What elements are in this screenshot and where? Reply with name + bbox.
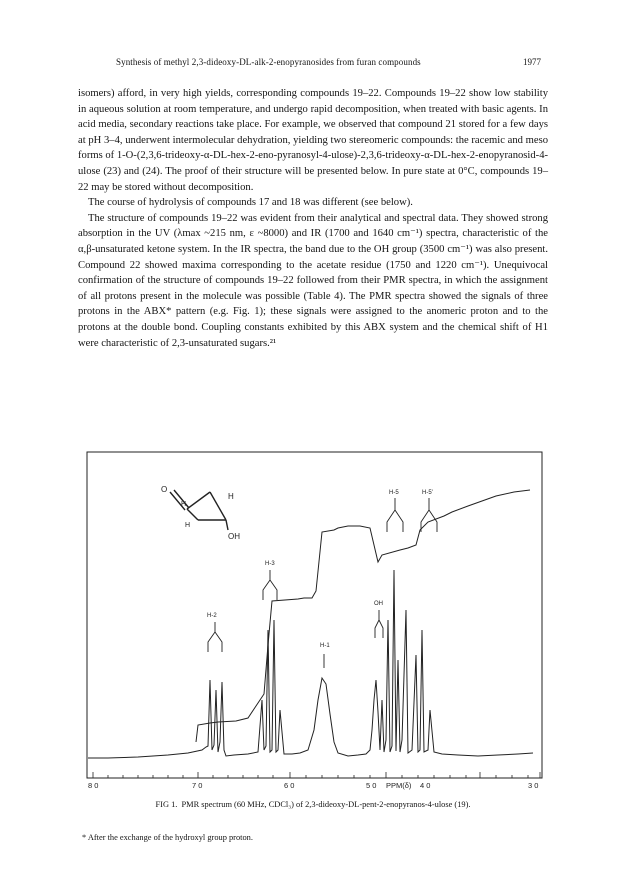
peak-label-h5: H-5 [389, 490, 399, 496]
footnote: * After the exchange of the hydroxyl group proton. [82, 833, 253, 842]
integration-curve [196, 490, 530, 742]
molecule-label: H [228, 492, 234, 501]
figure-label: FIG 1. [155, 800, 178, 809]
peak-label-h3: H-3 [265, 561, 275, 567]
axis-minor-ticks [93, 772, 540, 778]
running-title: Synthesis of methyl 2,3-dideoxy-DL-alk-2-enopyranosides from furan compounds [116, 57, 421, 67]
article-body [78, 86, 548, 351]
axis-tick-label: 8 0 [88, 781, 99, 790]
molecule-label: H [185, 522, 191, 529]
molecule-label: O [161, 485, 168, 494]
peak-label-h2: H-2 [207, 613, 217, 619]
paragraph: The course of hydrolysis of compounds 17 and 18 was different (see below). [88, 197, 413, 209]
axis-tick-label: 7 0 [192, 781, 203, 790]
axis-tick-label: 6 0 [284, 781, 295, 790]
axis-tick-label: 4 0 [420, 781, 431, 790]
peak-label-h1: H-1 [320, 643, 330, 649]
figure-caption-text: PMR spectrum (60 MHz, CDCl₃) of 2,3-dideoxy-DL-pent-2-enopyranos-4-ulose (19). [181, 800, 471, 809]
page-number: 1977 [523, 57, 541, 67]
axis-tick-label: 3 0 [528, 781, 539, 790]
peak-label-oh: OH [374, 601, 383, 607]
figure-caption [78, 800, 548, 809]
spectrum-plot [78, 450, 553, 800]
molecule-label: OH [228, 532, 240, 541]
pmr-spectrum-figure [78, 450, 553, 800]
molecule-structure [170, 490, 228, 530]
paragraph: The structure of compounds 19–22 was evident from their analytical and spectral data. They showed strong absorption in the UV (λmax ~215 nm, ε ~8000) and IR (1700 and 1640 cm⁻¹) spectra, characteristic of the α,β-unsaturated ketone system. In the IR spectra, the band due to the OH group (3500 cm⁻¹) was also present. Compound 22 showed maxima corresponding to the acetate residue (1750 and 1220 cm⁻¹). Unequivocal confirmation of the structure of compounds 19–22 followed from their PMR spectra, in which the assignment of all protons present in the molecule was possible (Table 4). The PMR spectra showed the signals of three protons in the ABX* pattern (e.g. Fig. 1); these signals were assigned to the anomeric proton and to the protons at the double bond. Coupling constants exhibited by this ABX system and the chemical shift of H1 were characteristic of 2,3-unsaturated sugars.²¹ [78, 212, 548, 349]
running-header [80, 57, 545, 71]
paragraph: isomers) afford, in very high yields, corresponding compounds 19–22. Compounds 19–22 show low stability in aqueous solution at room temperature, and undergo rapid decomposition, when treated with basic agents. In acid media, secondary reactions take place. For example, we observed that compound 21 stored for a few days at pH 3–4, underwent intermolecular dehydration, yielding two stereomeric compounds: the racemic and meso forms of 1-O-(2,3,6-trideoxy-α-DL-hex-2-eno-pyranosyl-4-ulose)-2,3,6-trideoxy-α-DL-hex-2-enopyranosid-4-ulose (23) and (24). The proof of their structure will be presented below. In pure state at 0°C, compounds 19–22 may be stored without decomposition. [78, 88, 549, 193]
axis-tick-label: 5 0 [366, 781, 377, 790]
peak-label-h5p: H-5' [422, 490, 433, 496]
axis-unit-label: PPM(δ) [386, 781, 412, 790]
molecule-label: H [181, 501, 187, 508]
